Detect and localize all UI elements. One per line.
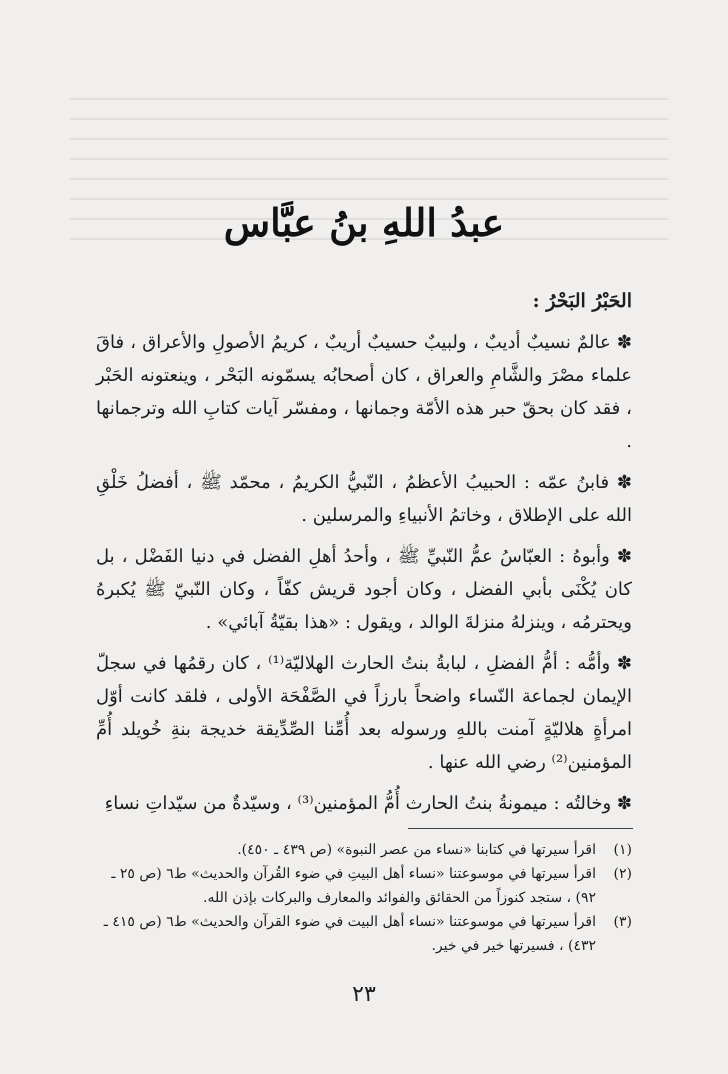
chapter-title: عبدُ اللهِ بنُ عبَّاس: [223, 200, 505, 245]
footnote: [96, 910, 632, 958]
paragraph: ✽ وأبوهُ : العبّاسُ عمُّ النّبيِّ ﷺ ، وأحدُ أهلِ الفضل في دنيا الفَضْل ، بل كان يُكْنَى بأبي الفضل ، وكان أجود قريش كفّاً ، وكان النّبيّ ﷺ يُكبرهُ ويحترمُه ، وينزلهُ منزلةَ الوالد ، ويقول : «هذا بقيّةُ آبائي» .: [96, 546, 632, 633]
footnote-text: اقرأ سيرتها في موسوعتنا «نساء أهل البيت في ضوء القرآن والحديث» ط٦ (ص ٤١٥ ـ ٤٣٢) ، فسيرتها خير في خير.: [103, 914, 596, 954]
footnote-number: (٢): [613, 866, 632, 882]
footnote-number: (١): [613, 842, 632, 858]
section-subheading: الحَبْرُ البَحْرُ :: [532, 290, 632, 312]
footnote: [96, 862, 632, 910]
bleed-through-text: [70, 80, 668, 300]
page-number: ٢٣: [352, 982, 376, 1007]
footnote-number: (٣): [613, 914, 632, 930]
paragraph: ✽ وخالتُه : ميمونةُ بنتُ الحارث أُمُّ المؤمنين⁽³⁾ ، وسيّدةٌ من سيّداتِ نساءِ: [104, 793, 632, 814]
footnote-separator: [408, 828, 633, 829]
paragraph: ✽ فابنُ عمّه : الحبيبُ الأعظمُ ، النّبيُّ الكريمُ ، محمّد ﷺ ، أفضلُ خَلْقِ الله على الإطلاق ، وخاتمُ الأنبياءِ والمرسلين .: [96, 472, 632, 526]
footnote: [96, 838, 632, 862]
footnote-text: اقرأ سيرتها في كتابنا «نساء من عصر النبوة» (ص ٤٣٩ ـ ٤٥٠).: [237, 842, 596, 858]
footnotes: [96, 838, 632, 958]
paragraph: ✽ عالمٌ نسيبٌ أديبٌ ، ولبيبٌ حسيبٌ أريبٌ ، كريمُ الأصولِ والأعراق ، فاقَ علماء مصْرَ والشَّامِ والعراق ، كان أصحابُه يسمّونه البَحْر ، وينعتونه الحَبْر ، فقد كان بحقّ حبر هذه الأمّة وجمانها ، ومفسّر آيات كتابِ الله وترجمانها .: [96, 332, 632, 452]
main-text: [96, 285, 632, 828]
paragraph: ✽ وأمُّه : أمُّ الفضلِ ، لبابةُ بنتُ الحارث الهلاليّة⁽¹⁾ ، كان رقمُها في سجلّ الإيمان لجماعة النّساء واضحاً بارزاً في الصَّفْحَة الأولى ، فلقد كانت أوّل امرأةٍ هلاليّةٍ آمنت باللهِ ورسوله بعد أُمِّنا الصِّدِّيقة خديجة بنةِ خُويلد أُمِّ المؤمنين⁽²⁾ رضي الله عنها .: [96, 653, 633, 773]
footnote-text: اقرأ سيرتها في موسوعتنا «نساء أهل البيتِ في ضوء القُرآن والحديث» ط٦ (ص ٢٥ ـ ٩٢) ، ستجد كنوزاً من الحقائق والفوائد والمعارف والبركات بإذن الله.: [111, 866, 596, 906]
